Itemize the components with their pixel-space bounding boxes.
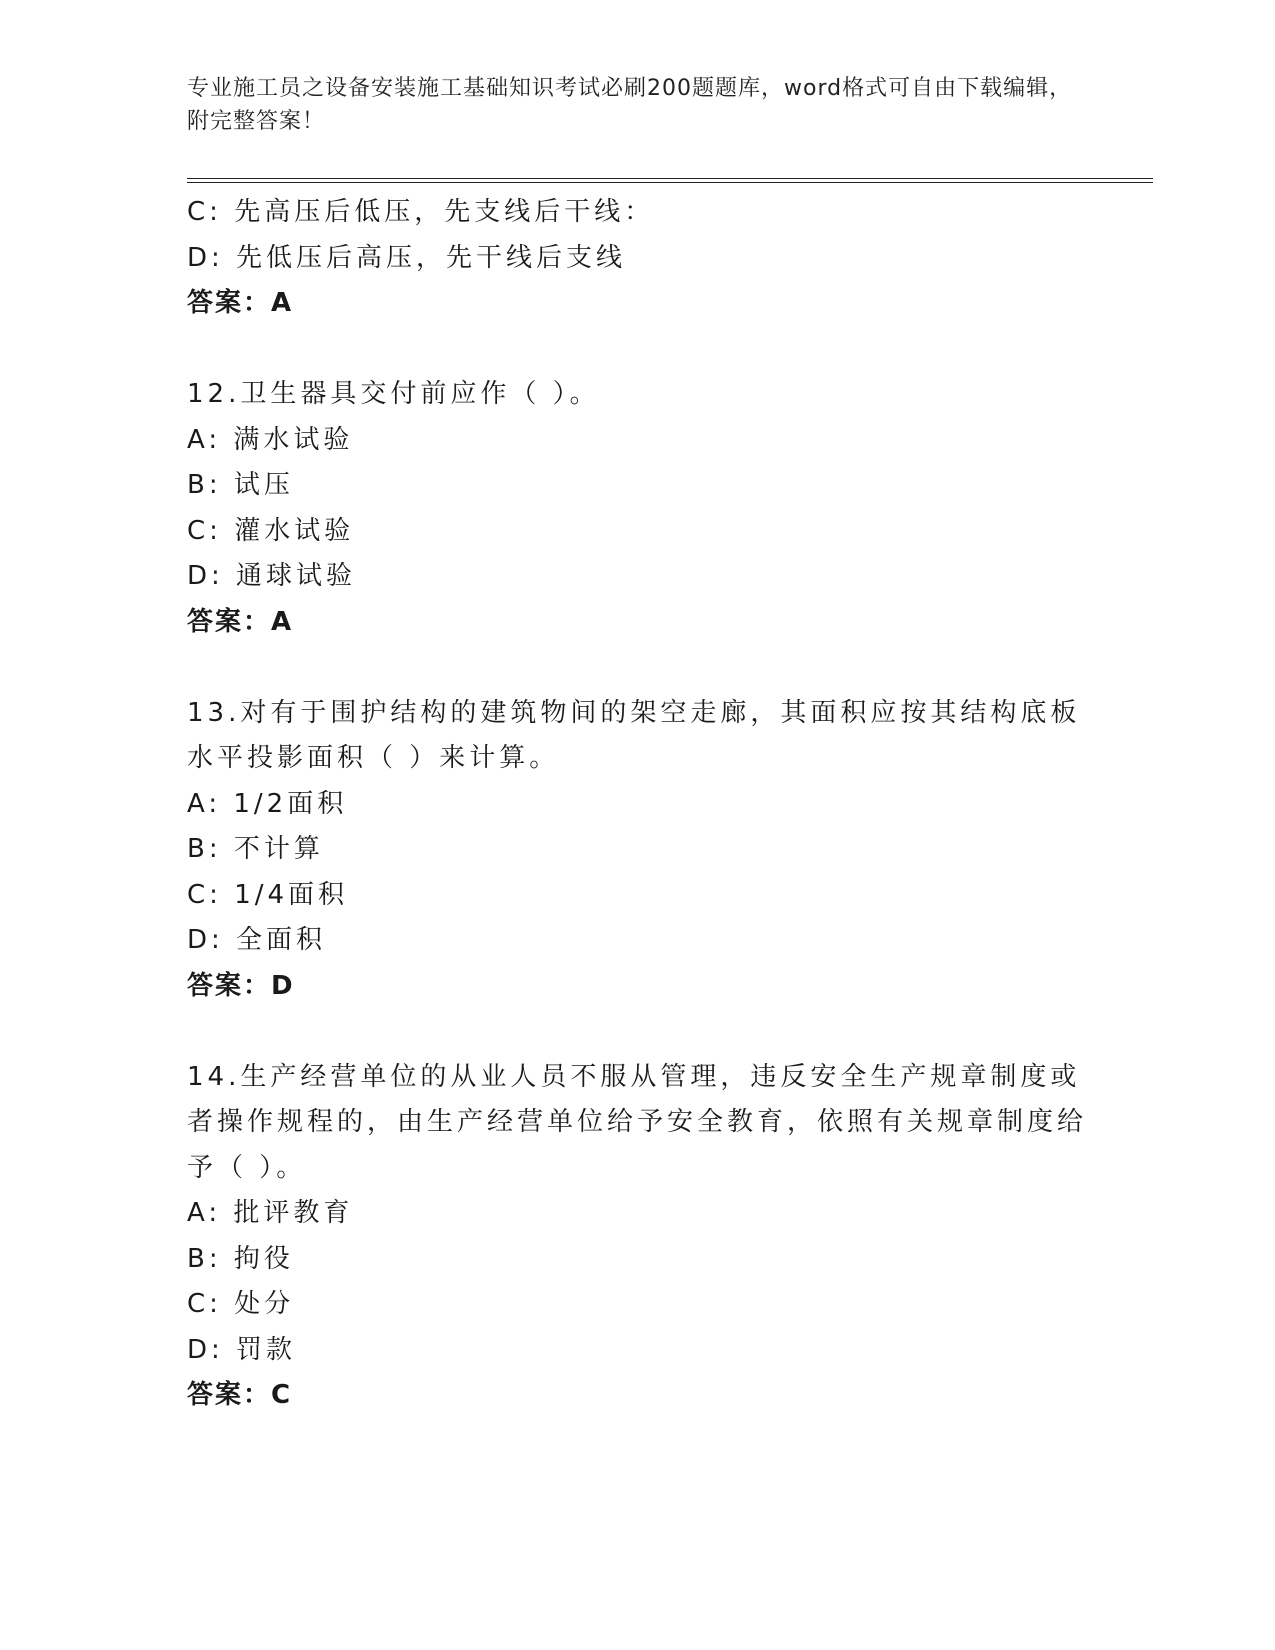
option-c [187,190,1087,236]
question-stem: 12.卫生器具交付前应作（ ）。 [187,379,600,409]
option-b [187,1237,1087,1283]
option-a [187,418,1087,464]
option-c [187,1282,1087,1328]
spacer [187,327,1087,373]
option-d [187,1328,1087,1374]
header-divider [187,178,1153,183]
option-label: D: [187,242,224,273]
option-text: 全面积 [236,925,327,955]
option-label: A: [187,424,222,455]
spacer [187,1009,1087,1055]
option-text: 罚款 [236,1334,297,1365]
question-12 [187,372,1087,645]
option-label: B: [187,1243,222,1274]
spacer [187,645,1087,691]
option-c [187,873,1087,919]
answer-line: 答案：C [187,1380,293,1410]
option-text: 1/2面积 [233,788,348,819]
option-d [187,236,1087,282]
answer-line: 答案：A [187,288,294,318]
option-c [187,509,1087,555]
option-label: D: [187,561,224,591]
option-label: D: [187,925,224,955]
question-stem: 14.生产经营单位的从业人员不服从管理，违反安全生产规章制度或者操作规程的，由生产经营单位给予安全教育，依照有关规章制度给予（ ）。 [187,1061,1088,1183]
option-label: C: [187,197,222,227]
option-text: 灌水试验 [234,515,355,546]
option-text: 不计算 [233,834,324,864]
option-a [187,1191,1087,1237]
question-list [187,190,1087,1419]
question-stem: 13.对有于围护结构的建筑物间的架空走廊，其面积应按其结构底板水平投影面积（ ）来计算。 [187,697,1081,773]
option-text: 批评教育 [233,1198,354,1228]
option-text: 拘役 [233,1243,294,1274]
option-text: 通球试验 [236,561,357,591]
document-title: 专业施工员之设备安装施工基础知识考试必刷200题题库，word格式可自由下载编辑，附完整答案！ [187,76,1073,134]
option-label: C: [187,879,222,910]
option-label: C: [187,515,222,546]
question-14 [187,1055,1087,1419]
option-a [187,782,1087,828]
option-label: B: [187,834,222,864]
answer-line: 答案：A [187,606,294,637]
option-d [187,554,1087,600]
option-text: 试压 [233,470,294,500]
option-text: 1/4面积 [234,879,349,910]
option-label: A: [187,1198,222,1228]
prev-question-tail [187,190,1087,327]
option-label: B: [187,470,222,500]
option-text: 满水试验 [233,424,354,455]
option-text: 处分 [234,1289,295,1319]
option-b [187,463,1087,509]
option-d [187,918,1087,964]
option-label: C: [187,1289,222,1319]
page-header [187,72,1087,138]
option-label: D: [187,1334,224,1365]
answer-line: 答案：D [187,970,295,1001]
option-text: 先低压后高压，先干线后支线 [236,242,627,273]
question-13 [187,691,1087,1010]
option-label: A: [187,788,222,819]
option-b [187,827,1087,873]
option-text: 先高压后低压，先支线后干线： [234,197,655,227]
